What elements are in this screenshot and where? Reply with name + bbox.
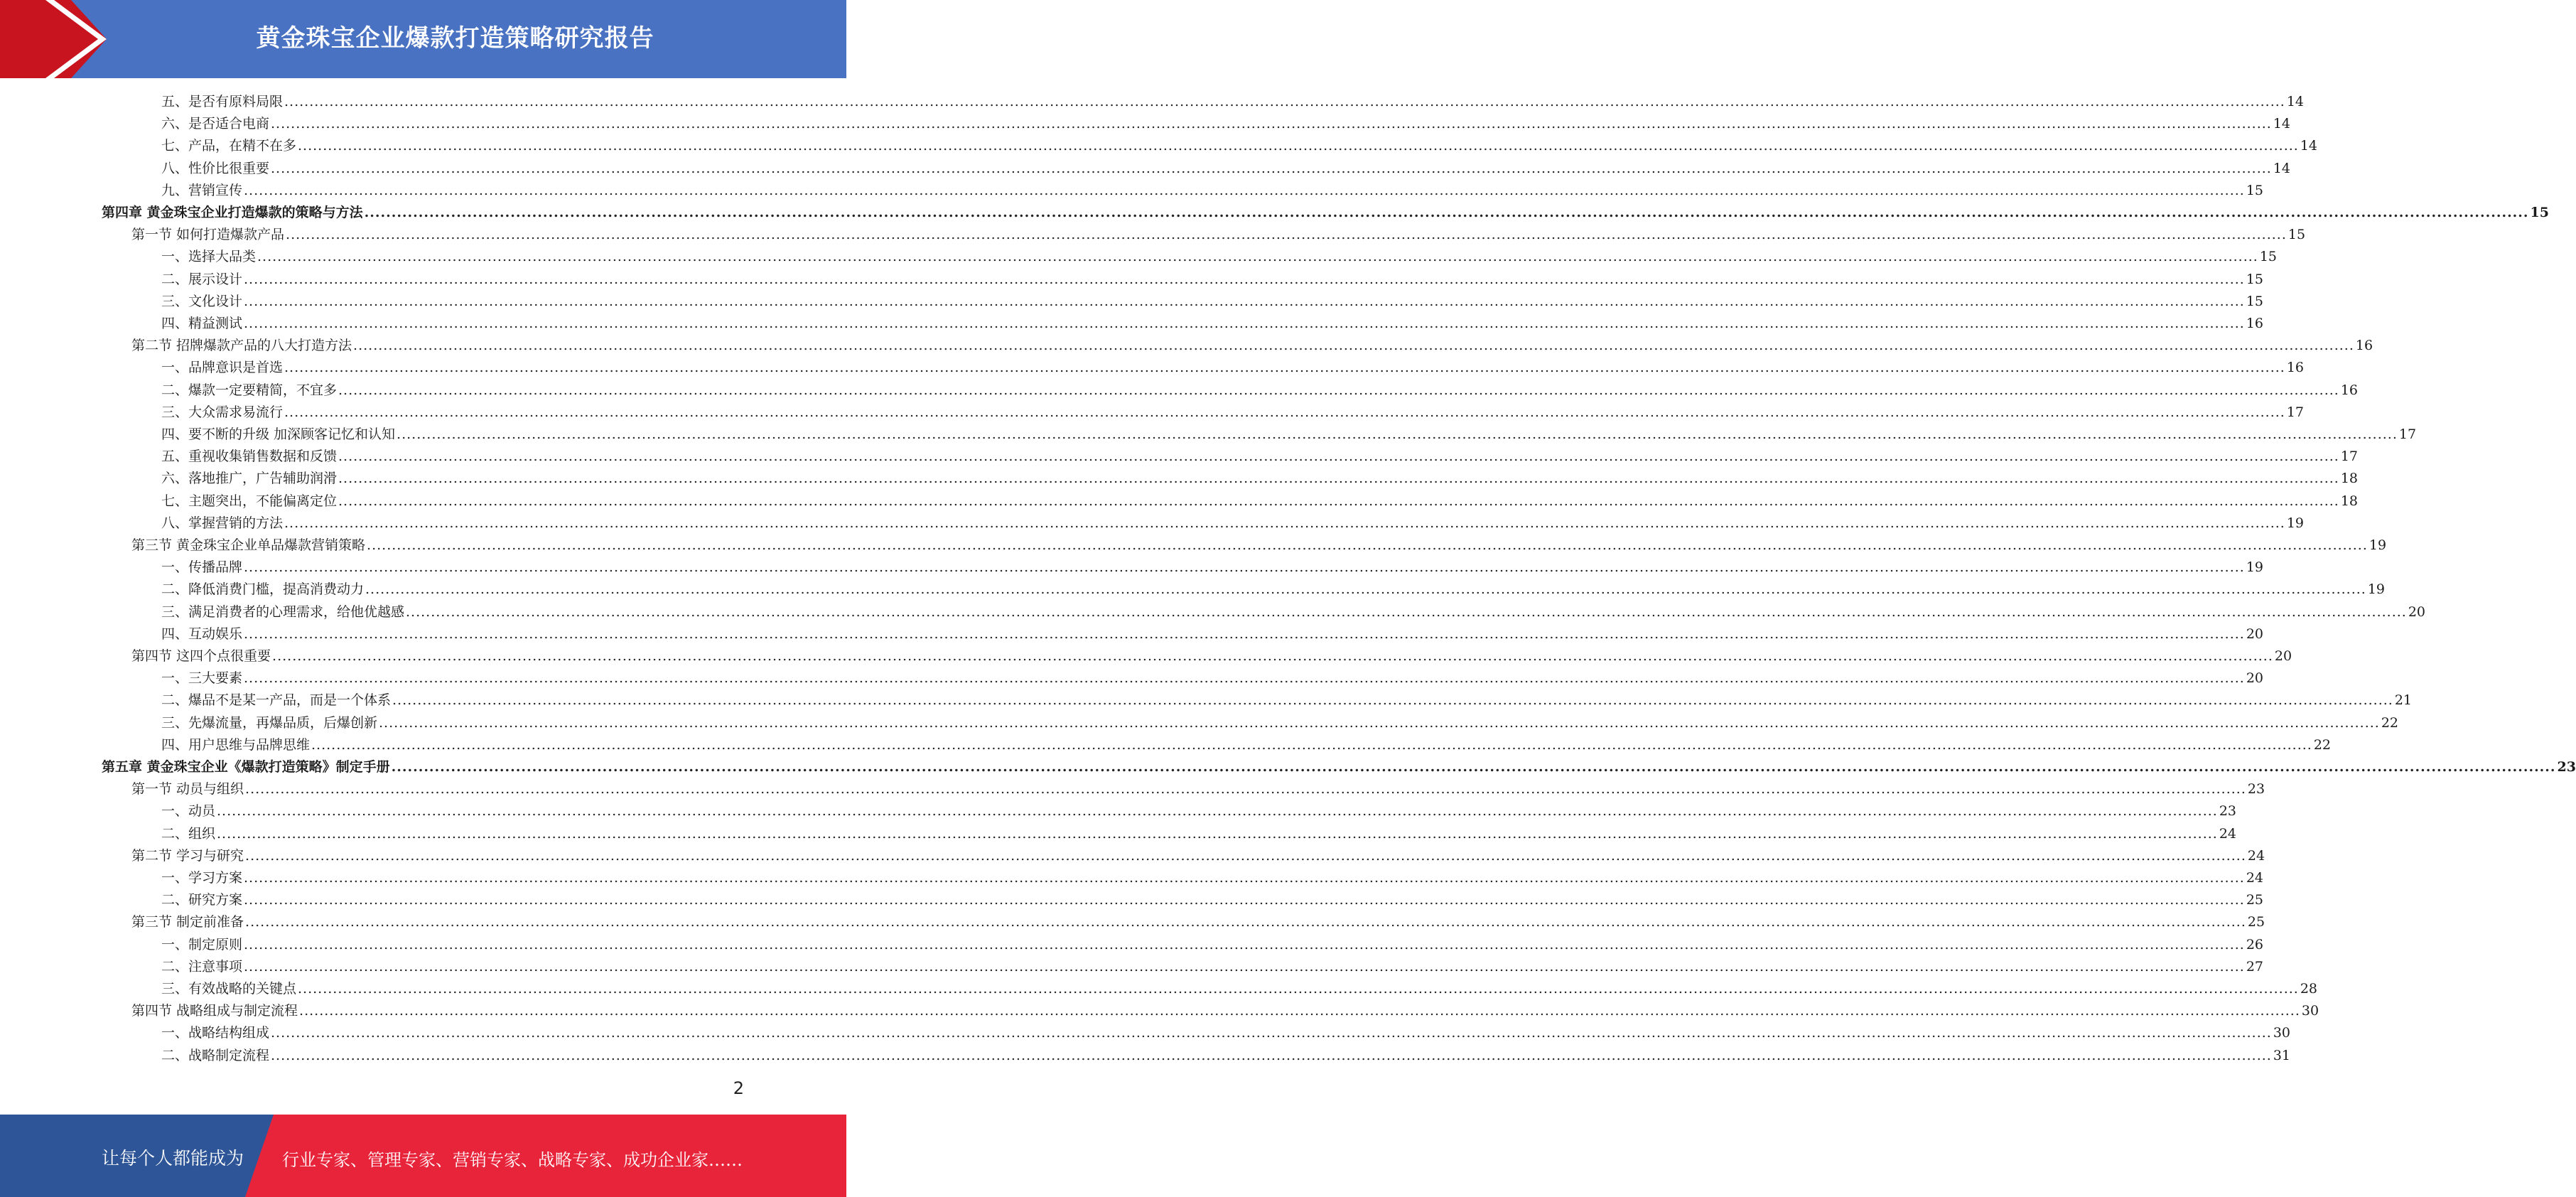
- toc-dot-leader: ................................................................................................................................................................................................................................................................................................................................................................................................................: [298, 981, 2299, 997]
- toc-entry-page: 15: [2246, 293, 2264, 309]
- toc-entry-label: 六、是否适合电商: [161, 116, 270, 132]
- toc-dot-leader: ................................................................................................................................................................................................................................................................................................................................................................................................................: [217, 803, 2218, 820]
- toc-entry[interactable]: [131, 1000, 2319, 1022]
- toc-dot-leader: ................................................................................................................................................................................................................................................................................................................................................................................................................: [406, 603, 2407, 620]
- toc-dot-leader: ................................................................................................................................................................................................................................................................................................................................................................................................................: [257, 249, 2258, 265]
- toc-entry-page: 20: [2274, 648, 2292, 664]
- toc-dot-leader: ................................................................................................................................................................................................................................................................................................................................................................................................................: [284, 94, 2285, 109]
- toc-dot-leader: ................................................................................................................................................................................................................................................................................................................................................................................................................: [391, 759, 2556, 775]
- toc-entry[interactable]: [131, 335, 2373, 357]
- toc-entry[interactable]: [161, 601, 2426, 623]
- toc-entry-label: 第三节 制定前准备: [131, 914, 244, 930]
- toc-entry-page: 20: [2408, 603, 2426, 620]
- toc-entry-page: 23: [2247, 781, 2265, 798]
- toc-entry[interactable]: [161, 889, 2264, 911]
- toc-entry[interactable]: [161, 246, 2278, 268]
- toc-entry-label: 二、展示设计: [161, 271, 243, 287]
- toc-entry-page: 15: [2259, 249, 2278, 265]
- toc-entry[interactable]: [161, 402, 2305, 424]
- toc-entry[interactable]: [131, 845, 2265, 867]
- toc-entry-page: 20: [2246, 670, 2264, 687]
- toc-dot-leader: ................................................................................................................................................................................................................................................................................................................................................................................................................: [244, 316, 2245, 331]
- toc-entry[interactable]: [161, 468, 2359, 490]
- toc-entry-label: 一、战略结构组成: [161, 1025, 270, 1041]
- toc-entry-label: 第二节 招牌爆款产品的八大打造方法: [131, 338, 352, 354]
- toc-entry[interactable]: [161, 712, 2399, 734]
- toc-dot-leader: ................................................................................................................................................................................................................................................................................................................................................................................................................: [311, 736, 2312, 753]
- toc-entry[interactable]: [161, 424, 2417, 446]
- toc-dot-leader: ................................................................................................................................................................................................................................................................................................................................................................................................................: [284, 404, 2285, 420]
- toc-entry-page: 22: [2381, 714, 2399, 731]
- toc-entry-page: 17: [2340, 449, 2359, 465]
- toc-entry[interactable]: [102, 756, 2576, 778]
- toc-entry-page: 25: [2246, 892, 2264, 908]
- toc-entry-label: 一、传播品牌: [161, 559, 243, 576]
- toc-entry-page: 16: [2286, 360, 2305, 376]
- toc-entry-page: 18: [2340, 493, 2359, 509]
- toc-entry[interactable]: [161, 158, 2291, 180]
- toc-entry-label: 二、研究方案: [161, 892, 243, 908]
- toc-entry-page: 19: [2367, 581, 2386, 598]
- toc-entry-page: 23: [2219, 803, 2237, 820]
- toc-entry[interactable]: [161, 823, 2237, 845]
- toc-entry-label: 第二节 学习与研究: [131, 847, 244, 864]
- toc-entry-page: 17: [2286, 404, 2305, 420]
- toc-dot-leader: ................................................................................................................................................................................................................................................................................................................................................................................................................: [217, 825, 2218, 842]
- toc-entry-page: 14: [2300, 138, 2318, 154]
- toc-entry[interactable]: [161, 934, 2264, 956]
- toc-entry-page: 24: [2246, 870, 2264, 886]
- toc-entry[interactable]: [161, 291, 2264, 313]
- toc-entry-label: 二、注意事项: [161, 958, 243, 975]
- toc-entry[interactable]: [161, 357, 2305, 379]
- page-footer: [0, 1115, 846, 1197]
- toc-entry-label: 第三节 黄金珠宝企业单品爆款营销策略: [131, 537, 366, 553]
- toc-entry[interactable]: [131, 224, 2306, 246]
- toc-entry[interactable]: [161, 689, 2413, 712]
- toc-dot-leader: ................................................................................................................................................................................................................................................................................................................................................................................................................: [244, 293, 2245, 309]
- toc-dot-leader: ................................................................................................................................................................................................................................................................................................................................................................................................................: [298, 138, 2299, 154]
- toc-entry-page: 16: [2246, 316, 2264, 331]
- toc-entry-label: 二、爆款一定要精简，不宜多: [161, 382, 338, 398]
- toc-dot-leader: ................................................................................................................................................................................................................................................................................................................................................................................................................: [338, 449, 2339, 465]
- toc-entry-page: 24: [2219, 825, 2237, 842]
- page-number: 2: [733, 1078, 744, 1098]
- toc-entry-label: 第一节 如何打造爆款产品: [131, 227, 285, 243]
- toc-entry[interactable]: [161, 623, 2264, 645]
- toc-entry-page: 19: [2246, 559, 2264, 576]
- toc-dot-leader: ................................................................................................................................................................................................................................................................................................................................................................................................................: [338, 493, 2339, 509]
- toc-entry-page: 18: [2340, 471, 2359, 487]
- toc-entry-page: 15: [2246, 182, 2264, 198]
- toc-dot-leader: ................................................................................................................................................................................................................................................................................................................................................................................................................: [392, 692, 2393, 709]
- toc-entry-label: 四、要不断的升级 加深顾客记忆和认知: [161, 426, 396, 442]
- toc-entry[interactable]: [161, 557, 2264, 579]
- toc-entry-label: 第四章 黄金珠宝企业打造爆款的策略与方法: [102, 205, 363, 220]
- toc-entry-label: 七、主题突出，不能偏离定位: [161, 493, 338, 509]
- toc-dot-leader: ................................................................................................................................................................................................................................................................................................................................................................................................................: [364, 205, 2529, 220]
- toc-entry-page: 19: [2286, 515, 2305, 531]
- toc-entry[interactable]: [161, 867, 2264, 889]
- toc-entry-label: 二、降低消费门槛，提高消费动力: [161, 581, 365, 598]
- toc-entry[interactable]: [161, 313, 2264, 335]
- toc-entry-page: 21: [2394, 692, 2413, 709]
- page-header: [0, 0, 846, 78]
- toc-entry-label: 二、战略制定流程: [161, 1047, 270, 1063]
- toc-entry-label: 三、大众需求易流行: [161, 404, 284, 420]
- toc-dot-leader: ................................................................................................................................................................................................................................................................................................................................................................................................................: [244, 182, 2245, 198]
- toc-dot-leader: ................................................................................................................................................................................................................................................................................................................................................................................................................: [338, 382, 2339, 398]
- toc-entry-page: 26: [2246, 936, 2264, 952]
- toc-dot-leader: ................................................................................................................................................................................................................................................................................................................................................................................................................: [286, 227, 2287, 243]
- toc-entry-page: 14: [2286, 94, 2305, 109]
- toc-entry-page: 17: [2398, 426, 2417, 442]
- toc-entry[interactable]: [161, 512, 2305, 535]
- toc-dot-leader: ................................................................................................................................................................................................................................................................................................................................................................................................................: [299, 1003, 2300, 1019]
- toc-entry[interactable]: [102, 202, 2549, 224]
- toc-entry[interactable]: [161, 978, 2318, 1000]
- footer-slogan-left: 让每个人都能成为: [102, 1148, 244, 1169]
- toc-entry-page: 23: [2557, 759, 2576, 775]
- toc-entry-page: 15: [2530, 205, 2549, 220]
- toc-dot-leader: ................................................................................................................................................................................................................................................................................................................................................................................................................: [271, 160, 2272, 176]
- toc-entry[interactable]: [161, 579, 2386, 601]
- toc-entry-label: 二、爆品不是某一产品，而是一个体系: [161, 692, 392, 709]
- toc-entry-page: 24: [2247, 847, 2265, 864]
- toc-dot-leader: ................................................................................................................................................................................................................................................................................................................................................................................................................: [397, 426, 2398, 442]
- toc-entry[interactable]: [161, 1045, 2291, 1067]
- toc-entry[interactable]: [161, 1022, 2291, 1044]
- toc-entry-label: 四、用户思维与品牌思维: [161, 736, 311, 753]
- toc-entry[interactable]: [131, 778, 2265, 800]
- toc-dot-leader: ................................................................................................................................................................................................................................................................................................................................................................................................................: [244, 870, 2245, 886]
- toc-entry-page: 30: [2273, 1025, 2291, 1041]
- toc-entry-label: 第四节 这四个点很重要: [131, 648, 271, 664]
- toc-dot-leader: ................................................................................................................................................................................................................................................................................................................................................................................................................: [244, 936, 2245, 952]
- toc-entry-page: 30: [2301, 1003, 2319, 1019]
- toc-dot-leader: ................................................................................................................................................................................................................................................................................................................................................................................................................: [271, 116, 2272, 132]
- toc-entry-label: 五、重视收集销售数据和反馈: [161, 449, 338, 465]
- toc-entry[interactable]: [161, 800, 2237, 822]
- toc-entry-page: 15: [2246, 271, 2264, 287]
- toc-entry[interactable]: [161, 180, 2264, 202]
- toc-dot-leader: ................................................................................................................................................................................................................................................................................................................................................................................................................: [244, 958, 2245, 975]
- toc-dot-leader: ................................................................................................................................................................................................................................................................................................................................................................................................................: [284, 360, 2285, 376]
- toc-dot-leader: ................................................................................................................................................................................................................................................................................................................................................................................................................: [244, 892, 2245, 908]
- toc-dot-leader: ................................................................................................................................................................................................................................................................................................................................................................................................................: [353, 338, 2354, 354]
- toc-entry-label: 四、精益测试: [161, 316, 243, 331]
- toc-entry[interactable]: [161, 113, 2291, 135]
- toc-dot-leader: ................................................................................................................................................................................................................................................................................................................................................................................................................: [272, 648, 2273, 664]
- toc-entry[interactable]: [161, 380, 2359, 402]
- footer-slogan-right: 行业专家、管理专家、营销专家、战略专家、成功企业家……: [282, 1150, 743, 1170]
- toc-entry-label: 七、产品，在精不在多: [161, 138, 297, 154]
- toc-dot-leader: ................................................................................................................................................................................................................................................................................................................................................................................................................: [244, 271, 2245, 287]
- toc-entry-page: 15: [2287, 227, 2306, 243]
- toc-entry-page: 27: [2246, 958, 2264, 975]
- toc-entry-label: 一、动员: [161, 803, 216, 820]
- toc-entry-label: 三、文化设计: [161, 293, 243, 309]
- toc-entry-page: 14: [2273, 160, 2291, 176]
- toc-entry-label: 一、制定原则: [161, 936, 243, 952]
- toc-dot-leader: ................................................................................................................................................................................................................................................................................................................................................................................................................: [379, 714, 2380, 731]
- toc-entry[interactable]: [161, 446, 2359, 468]
- toc-entry-label: 五、是否有原料局限: [161, 94, 284, 109]
- toc-dot-leader: ................................................................................................................................................................................................................................................................................................................................................................................................................: [271, 1047, 2272, 1063]
- toc-entry[interactable]: [161, 956, 2264, 978]
- toc-entry-label: 三、先爆流量，再爆品质，后爆创新: [161, 714, 378, 731]
- toc-entry-label: 一、选择大品类: [161, 249, 257, 265]
- toc-entry[interactable]: [161, 667, 2264, 689]
- toc-dot-leader: ................................................................................................................................................................................................................................................................................................................................................................................................................: [365, 581, 2366, 598]
- toc-entry-page: 14: [2273, 116, 2291, 132]
- toc-entry-label: 二、组织: [161, 825, 216, 842]
- toc-entry-label: 第五章 黄金珠宝企业《爆款打造策略》制定手册: [102, 759, 390, 775]
- toc-entry-label: 四、互动娱乐: [161, 626, 243, 642]
- toc-entry[interactable]: [131, 645, 2292, 667]
- toc-entry-page: 31: [2273, 1047, 2291, 1063]
- toc-entry[interactable]: [161, 135, 2318, 157]
- toc-dot-leader: ................................................................................................................................................................................................................................................................................................................................................................................................................: [244, 670, 2245, 687]
- toc-entry-label: 八、掌握营销的方法: [161, 515, 284, 531]
- toc-entry-page: 28: [2300, 981, 2318, 997]
- toc-entry-label: 三、满足消费者的心理需求，给他优越感: [161, 603, 405, 620]
- header-red-block: [0, 0, 107, 78]
- toc-entry-label: 第一节 动员与组织: [131, 781, 244, 798]
- toc-entry-label: 九、营销宣传: [161, 182, 243, 198]
- toc-dot-leader: ................................................................................................................................................................................................................................................................................................................................................................................................................: [271, 1025, 2272, 1041]
- toc-entry-page: 20: [2246, 626, 2264, 642]
- toc-entry[interactable]: [131, 535, 2387, 557]
- report-title: 黄金珠宝企业爆款打造策略研究报告: [256, 24, 654, 53]
- toc-entry[interactable]: [161, 490, 2359, 512]
- toc-entry[interactable]: [161, 91, 2305, 113]
- toc-entry-page: 19: [2368, 537, 2387, 553]
- toc-entry-label: 一、品牌意识是首选: [161, 360, 284, 376]
- toc-entry[interactable]: [161, 734, 2332, 756]
- toc-entry-label: 三、有效战略的关键点: [161, 981, 297, 997]
- toc-entry[interactable]: [161, 269, 2264, 291]
- toc-dot-leader: ................................................................................................................................................................................................................................................................................................................................................................................................................: [338, 471, 2339, 487]
- toc-dot-leader: ................................................................................................................................................................................................................................................................................................................................................................................................................: [245, 847, 2246, 864]
- toc-entry-label: 一、学习方案: [161, 870, 243, 886]
- toc-dot-leader: ................................................................................................................................................................................................................................................................................................................................................................................................................: [245, 781, 2246, 798]
- toc-entry-label: 一、三大要素: [161, 670, 243, 687]
- toc-dot-leader: ................................................................................................................................................................................................................................................................................................................................................................................................................: [244, 626, 2245, 642]
- toc-dot-leader: ................................................................................................................................................................................................................................................................................................................................................................................................................: [367, 537, 2368, 553]
- toc-entry-page: 16: [2340, 382, 2359, 398]
- toc-entry-label: 八、性价比很重要: [161, 160, 270, 176]
- toc-entry-page: 22: [2313, 736, 2332, 753]
- toc-dot-leader: ................................................................................................................................................................................................................................................................................................................................................................................................................: [284, 515, 2285, 531]
- toc-dot-leader: ................................................................................................................................................................................................................................................................................................................................................................................................................: [245, 914, 2246, 930]
- toc-dot-leader: ................................................................................................................................................................................................................................................................................................................................................................................................................: [244, 559, 2245, 576]
- toc-entry-label: 六、落地推广，广告辅助润滑: [161, 471, 338, 487]
- toc-entry-label: 第四节 战略组成与制定流程: [131, 1003, 298, 1019]
- toc-entry[interactable]: [131, 911, 2265, 933]
- toc-entry-page: 25: [2247, 914, 2265, 930]
- toc-entry-page: 16: [2355, 338, 2373, 354]
